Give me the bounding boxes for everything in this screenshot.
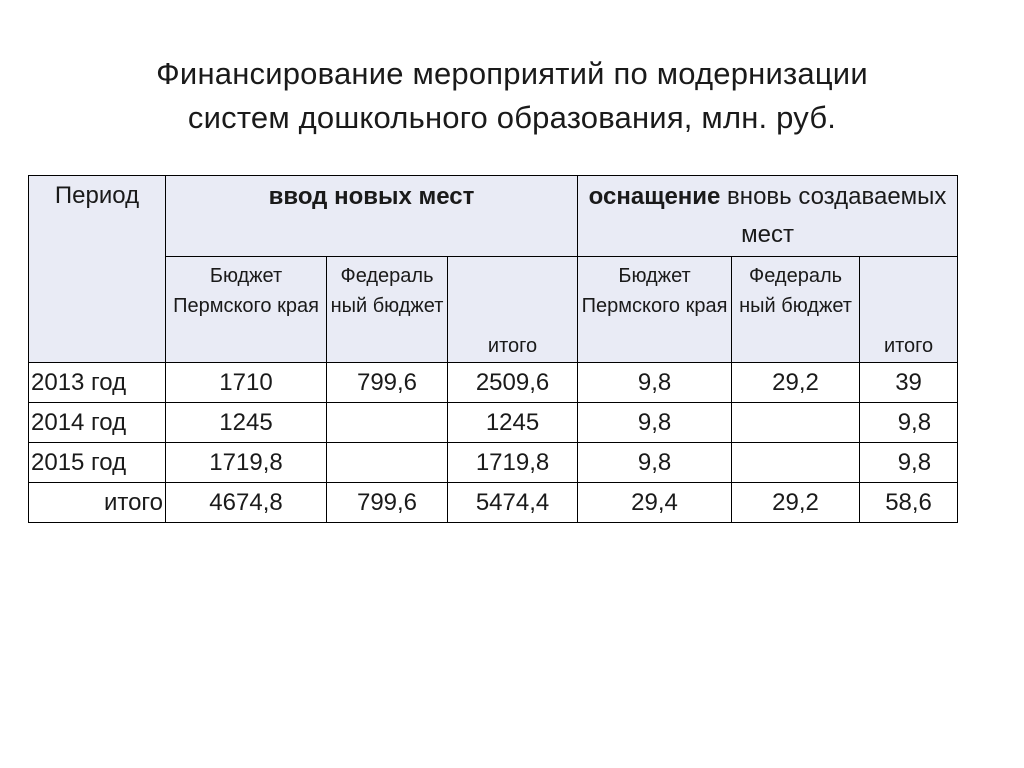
cell-federal-new	[327, 403, 448, 443]
row-label: итого	[29, 483, 166, 523]
row-label: 2014 год	[29, 403, 166, 443]
cell-federal-equip: 29,2	[732, 363, 860, 403]
cell-total-equip: 9,8	[860, 443, 958, 483]
cell-total-new: 1719,8	[448, 443, 578, 483]
cell-federal-new: 799,6	[327, 363, 448, 403]
financing-table	[28, 175, 958, 523]
cell-budget-perm-new: 1710	[166, 363, 327, 403]
cell-total-equip: 9,8	[860, 403, 958, 443]
header-budget-perm-1: Бюджет Пермского края	[166, 257, 327, 363]
table-row	[29, 403, 958, 443]
cell-budget-perm-new: 1245	[166, 403, 327, 443]
cell-budget-perm-new: 1719,8	[166, 443, 327, 483]
table-row	[29, 363, 958, 403]
cell-federal-equip: 29,2	[732, 483, 860, 523]
header-total-2: итого	[860, 257, 958, 363]
cell-federal-new	[327, 443, 448, 483]
slide-title	[60, 52, 964, 140]
header-new-places-label: ввод новых мест	[268, 183, 475, 210]
header-equipment-bold: оснащение	[588, 183, 721, 210]
cell-total-new: 1245	[448, 403, 578, 443]
title-line-1: Финансирование мероприятий по модернизации	[156, 56, 868, 91]
table-row	[29, 443, 958, 483]
table-row	[29, 483, 958, 523]
cell-total-new: 2509,6	[448, 363, 578, 403]
cell-federal-equip	[732, 443, 860, 483]
header-federal-2: Федераль ный бюджет	[732, 257, 860, 363]
row-label: 2013 год	[29, 363, 166, 403]
cell-total-new: 5474,4	[448, 483, 578, 523]
cell-total-equip: 39	[860, 363, 958, 403]
header-new-places	[166, 176, 578, 257]
header-equipment-rest: вновь создаваемых мест	[720, 183, 947, 248]
cell-total-equip: 58,6	[860, 483, 958, 523]
header-federal-1: Федераль ный бюджет	[327, 257, 448, 363]
cell-federal-new: 799,6	[327, 483, 448, 523]
cell-budget-perm-equip: 29,4	[578, 483, 732, 523]
header-total-1: итого	[448, 257, 578, 363]
row-label: 2015 год	[29, 443, 166, 483]
header-period: Период	[29, 176, 166, 363]
cell-budget-perm-equip: 9,8	[578, 363, 732, 403]
cell-budget-perm-equip: 9,8	[578, 443, 732, 483]
header-budget-perm-2: Бюджет Пермского края	[578, 257, 732, 363]
header-equipment	[578, 176, 958, 257]
title-line-2: систем дошкольного образования, млн. руб.	[187, 100, 837, 135]
cell-budget-perm-new: 4674,8	[166, 483, 327, 523]
cell-budget-perm-equip: 9,8	[578, 403, 732, 443]
cell-federal-equip	[732, 403, 860, 443]
